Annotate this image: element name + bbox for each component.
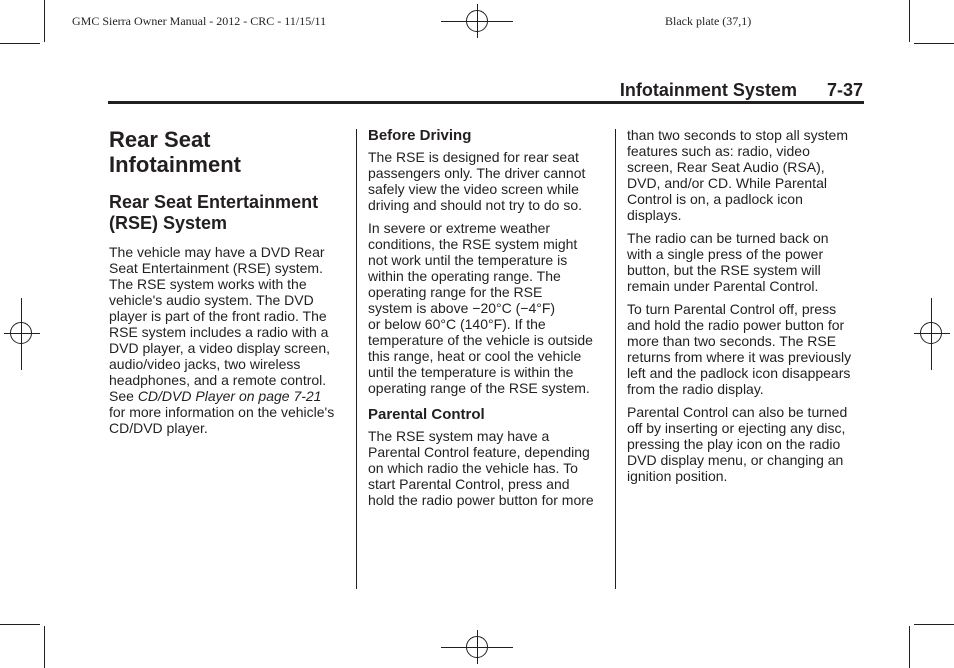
heading-parental-control: Parental Control — [368, 406, 485, 423]
column-divider-1 — [356, 129, 357, 589]
crop-mark-top-right-v — [909, 0, 910, 42]
page-number: 7-37 — [826, 80, 863, 100]
column-2 — [368, 127, 608, 515]
weather-paragraph: In severe or extreme weather conditions, the RSE system might not work until the temperature is within the operating range. The operating range for the RSE system is above −20°C (−4°F) or below 60°C (140°F). If the temperature of the vehicle is outside this range, heat or cool the vehicle until the temperature is within the operating range of the RSE system. — [368, 220, 593, 396]
column-1 — [109, 127, 349, 443]
column-divider-2 — [615, 129, 616, 589]
radio-turn-on-paragraph: The radio can be turned back on with a single press of the power button, but the RSE system will remain under Parental Control. — [627, 230, 829, 294]
print-slug-left: GMC Sierra Owner Manual - 2012 - CRC - 11/15/11 — [72, 14, 327, 28]
print-slug-right: Black plate (37,1) — [665, 14, 752, 28]
running-header-text — [620, 80, 863, 101]
page-title: Rear Seat Infotainment — [109, 127, 241, 177]
column-3 — [627, 127, 867, 491]
turn-off-parental-control-paragraph: To turn Parental Control off, press and hold the radio power button for more than two seconds. The RSE returns from where it was previously left and the padlock icon disappears from the radio display. — [627, 301, 852, 397]
parental-control-paragraph: The RSE system may have a Parental Control feature, depending on which radio the vehicle has. To start Parental Control, press and hold the radio power button for more — [368, 428, 594, 508]
heading-before-driving: Before Driving — [368, 127, 472, 144]
parental-control-alternative-paragraph: Parental Control can also be turned off by inserting or ejecting any disc, pressing the play icon on the radio DVD display menu, or changing an ignition position. — [627, 404, 848, 484]
running-header — [108, 80, 863, 100]
parental-control-continued-paragraph: than two seconds to stop all system features such as: radio, video screen, Rear Seat Audio (RSA), DVD, and/or CD. While Parental Control is on, a padlock icon displays. — [627, 127, 848, 223]
section-heading-rse-system: Rear Seat Entertainment (RSE) System — [109, 192, 319, 233]
crop-mark-top-left-h — [0, 43, 40, 44]
crop-mark-bottom-left-h — [0, 624, 40, 625]
crop-mark-top-right-h — [914, 43, 954, 44]
rse-intro-paragraph: The vehicle may have a DVD Rear Seat Entertainment (RSE) system. The RSE system works with the vehicle's audio system. The DVD player is part of the front radio. The RSE system includes a radio with a DVD player, a video display screen, audio/video jacks, two wireless headphones, and a remote control. See CD/DVD Player on page 7-21 for more information on the vehicle's CD/DVD player. — [109, 244, 335, 436]
section-title: Infotainment System — [619, 80, 797, 100]
crop-mark-top-left-v — [44, 0, 45, 42]
before-driving-paragraph: The RSE is designed for rear seat passengers only. The driver cannot safely view the video screen while driving and should not try to do so. — [368, 149, 586, 213]
cross-reference-link[interactable]: CD/DVD Player on page 7-21 — [137, 388, 322, 404]
crop-mark-bottom-right-h — [914, 624, 954, 625]
crop-mark-bottom-left-v — [44, 626, 45, 668]
crop-mark-bottom-right-v — [909, 626, 910, 668]
header-rule — [108, 101, 864, 104]
